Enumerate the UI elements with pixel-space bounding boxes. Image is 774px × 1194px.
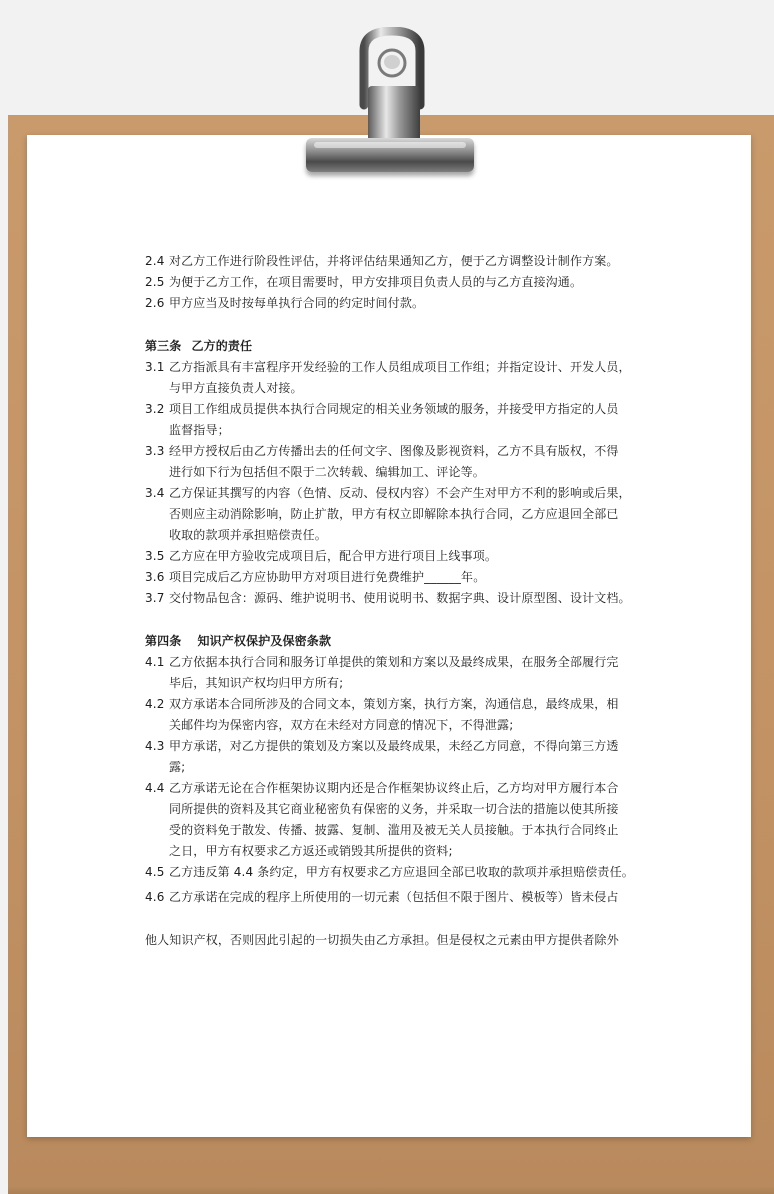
item-text-continued: 露; (169, 760, 186, 774)
item-number: 4.2 (145, 697, 165, 711)
item-3-6 (145, 567, 635, 588)
section-4-heading (145, 631, 635, 652)
item-2-4 (145, 251, 635, 272)
item-text: 乙方指派具有丰富程序开发经验的工作人员组成项目工作组；并指定设计、开发人员， (169, 360, 631, 374)
item-number: 3.2 (145, 402, 165, 416)
item-text-continued: 监督指导； (169, 423, 230, 437)
item-text: 甲方应当及时按每单执行合同的约定时间付款。 (169, 296, 425, 310)
item-number: 2.6 (145, 296, 165, 310)
item-text-continued: 之日，甲方有权要求乙方返还或销毁其所提供的资料; (169, 844, 453, 858)
item-2-6 (145, 293, 635, 314)
item-text: 乙方承诺无论在合作框架协议期内还是合作框架协议终止后，乙方均对甲方履行本合 (169, 781, 619, 795)
item-text: 交付物品包含：源码、维护说明书、使用说明书、数据字典、设计原型图、设计文档。 (169, 591, 631, 605)
item-text-continued: 收取的款项并承担赔偿责任。 (169, 528, 327, 542)
item-number: 2.4 (145, 254, 165, 268)
item-4-4 (145, 778, 635, 862)
item-4-2 (145, 694, 635, 736)
item-text: 甲方承诺，对乙方提供的策划及方案以及最终成果，未经乙方同意，不得向第三方透 (169, 739, 619, 753)
contract-text (145, 251, 635, 951)
item-4-3 (145, 736, 635, 778)
item-text-continued: 毕后，其知识产权均归甲方所有; (169, 676, 344, 690)
item-text-continued: 与甲方直接负责人对接。 (169, 381, 303, 395)
item-3-1 (145, 357, 635, 399)
item-2-5 (145, 272, 635, 293)
item-number: 3.6 (145, 570, 165, 584)
item-text: 乙方违反第 4.4 条约定，甲方有权要求乙方应退回全部已收取的款项并承担赔偿责任。 (169, 865, 634, 879)
item-text-continued: 受的资料免于散发、传播、披露、复制、滥用及被无关人员接触。于本执行合同终止 (169, 823, 619, 837)
item-text-continued: 进行如下行为包括但不限于二次转载、编辑加工、评论等。 (169, 465, 485, 479)
section-number: 第三条 (145, 339, 182, 353)
item-text: 双方承诺本合同所涉及的合同文本，策划方案，执行方案，沟通信息，最终成果，相 (169, 697, 619, 711)
item-number: 4.1 (145, 655, 165, 669)
item-3-3 (145, 441, 635, 483)
item-number: 4.4 (145, 781, 165, 795)
item-number: 3.7 (145, 591, 165, 605)
item-number: 4.5 (145, 865, 165, 879)
item-number: 3.3 (145, 444, 165, 458)
item-number: 3.4 (145, 486, 165, 500)
item-text: 乙方依据本执行合同和服务订单提供的策划和方案以及最终成果，在服务全部履行完 (169, 655, 619, 669)
section-title: 乙方的责任 (191, 339, 253, 353)
item-text-continued: 同所提供的资料及其它商业秘密负有保密的义务，并采取一切合法的措施以使其所接 (169, 802, 619, 816)
item-text: 乙方承诺在完成的程序上所使用的一切元素（包括但不限于图片、模板等）皆未侵占 (169, 890, 619, 904)
trailing-paragraph: 他人知识产权，否则因此引起的一切损失由乙方承担。但是侵权之元素由甲方提供者除外 (145, 933, 619, 947)
item-number: 4.6 (145, 890, 165, 904)
item-text: 项目完成后乙方应协助甲方对项目进行免费维护______年。 (169, 570, 486, 584)
item-3-5 (145, 546, 635, 567)
item-4-6 (145, 887, 635, 908)
item-text: 经甲方授权后由乙方传播出去的任何文字、图像及影视资料，乙方不具有版权，不得 (169, 444, 619, 458)
item-text: 对乙方工作进行阶段性评估，并将评估结果通知乙方，便于乙方调整设计制作方案。 (169, 254, 619, 268)
item-3-4 (145, 483, 635, 546)
section-title: 知识产权保护及保密条款 (197, 634, 332, 648)
item-number: 4.3 (145, 739, 165, 753)
item-text: 为便于乙方工作，在项目需要时，甲方安排项目负责人员的与乙方直接沟通。 (169, 275, 583, 289)
item-text: 乙方应在甲方验收完成项目后，配合甲方进行项目上线事项。 (169, 549, 498, 563)
item-number: 3.1 (145, 360, 165, 374)
item-3-2 (145, 399, 635, 441)
item-text-continued: 关邮件均为保密内容，双方在未经对方同意的情况下，不得泄露; (169, 718, 514, 732)
item-3-7 (145, 588, 635, 609)
item-text-continued: 否则应主动消除影响，防止扩散，甲方有权立即解除本执行合同，乙方应退回全部已 (169, 507, 619, 521)
item-4-1 (145, 652, 635, 694)
item-4-5 (145, 862, 635, 883)
binder-clip-base (306, 138, 474, 172)
item-text: 项目工作组成员提供本执行合同规定的相关业务领域的服务，并接受甲方指定的人员 (169, 402, 619, 416)
item-text: 乙方保证其撰写的内容（色情、反动、侵权内容）不会产生对甲方不利的影响或后果， (169, 486, 631, 500)
section-number: 第四条 (145, 634, 182, 648)
item-number: 2.5 (145, 275, 165, 289)
binder-clip-plate (368, 86, 420, 144)
item-number: 3.5 (145, 549, 165, 563)
section-3-heading (145, 336, 635, 357)
